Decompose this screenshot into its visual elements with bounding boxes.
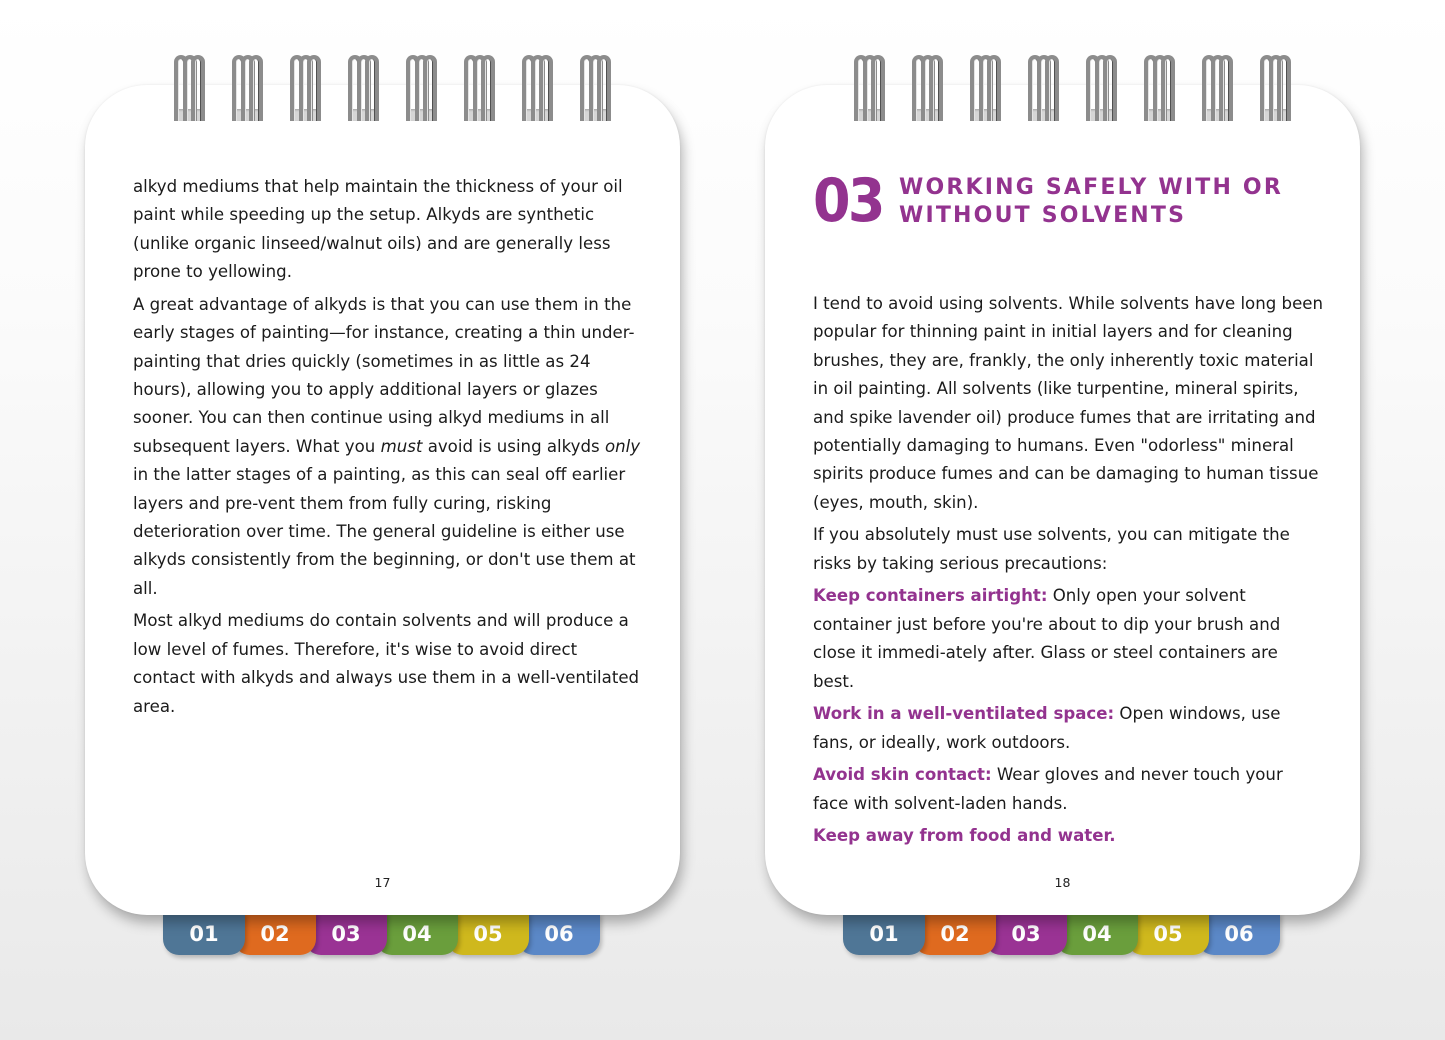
chapter-tab-03[interactable]: 03 <box>985 912 1067 955</box>
chapter-tabs <box>163 912 603 956</box>
spiral-binding <box>171 55 611 125</box>
chapter-tab-02[interactable]: 02 <box>914 912 996 955</box>
chapter-tab-03[interactable]: 03 <box>305 912 387 955</box>
spiral-ring <box>1083 55 1119 121</box>
spiral-ring <box>851 55 887 121</box>
section-title-line: WORKING SAFELY WITH OR <box>899 175 1283 200</box>
spiral-ring <box>519 55 555 121</box>
page-sheet <box>765 85 1360 915</box>
paragraph: Most alkyd mediums do contain solvents and will produce a low level of fumes. Therefore, it's wise to avoid direct contact with alkyds and always use them in a well-ventilated area. <box>133 611 640 716</box>
spiral-ring <box>345 55 381 121</box>
right-notebook-page <box>763 0 1363 1040</box>
emphasis: only <box>604 436 641 456</box>
spiral-ring <box>461 55 497 121</box>
spiral-ring <box>967 55 1003 121</box>
chapter-tab-05[interactable]: 05 <box>447 912 529 955</box>
spiral-ring <box>287 55 323 121</box>
spiral-ring <box>1257 55 1293 121</box>
text-run: in the latter stages of a painting, as this can seal off earlier layers and pre-vent them from fully curing, risking deterioration over time. The general guideline is either use alkyds consistently from the beginning, or don't use them at all. <box>133 465 636 598</box>
spiral-ring <box>909 55 945 121</box>
chapter-tab-01[interactable]: 01 <box>843 912 925 955</box>
chapter-tab-04[interactable]: 04 <box>376 912 458 955</box>
spiral-ring <box>229 55 265 121</box>
page-number: 18 <box>1054 875 1071 890</box>
text-run: A great advantage of alkyds is that you can use them in the early stages of painting—for instance, creating a thin under-painting that dries quickly (sometimes in as little as 24 hours), allowing you to apply additional layers or glazes sooner. You can then continue using alkyd mediums in all subsequent layers. What you <box>133 294 635 456</box>
chapter-tab-06[interactable]: 06 <box>1198 912 1280 955</box>
spiral-ring <box>577 55 613 121</box>
tip-label: Keep away from food and water. <box>813 826 1116 846</box>
section-heading <box>813 166 1283 236</box>
tip-item <box>813 761 1323 818</box>
tip-label: Keep containers airtight: <box>813 586 1048 606</box>
chapter-tab-02[interactable]: 02 <box>234 912 316 955</box>
section-title <box>899 174 1283 230</box>
tip-text: Wear gloves and never touch your face with solvent-laden hands. <box>813 765 1283 813</box>
section-title-line: WITHOUT SOLVENTS <box>899 203 1187 228</box>
tip-label: Work in a well-ventilated space: <box>813 704 1115 724</box>
spiral-ring <box>1141 55 1177 121</box>
emphasis: must <box>380 436 423 456</box>
paragraph: If you absolutely must use solvents, you can mitigate the risks by taking serious precautions: <box>813 525 1290 573</box>
spiral-binding <box>851 55 1291 125</box>
tip-label: Avoid skin contact: <box>813 765 992 785</box>
spiral-ring <box>1199 55 1235 121</box>
body-text <box>813 290 1323 855</box>
paragraph: I tend to avoid using solvents. While solvents have long been popular for thinning paint in initial layers and for cleaning brushes, they are, frankly, the only inherently toxic material in oil painting. All solvents (like turpentine, mineral spirits, and spike lavender oil) produce fumes that are irritating and potentially damaging to humans. Even "odorless" mineral spirits produce fumes and can be damaging to human tissue (eyes, mouth, skin). <box>813 294 1324 512</box>
tip-text: Only open your solvent container just before you're about to dip your brush and close it immedi-ately after. Glass or steel containers are best. <box>813 586 1281 691</box>
paragraph <box>133 291 643 603</box>
chapter-tab-05[interactable]: 05 <box>1127 912 1209 955</box>
left-notebook-page <box>83 0 683 1040</box>
section-number: 03 <box>813 166 883 236</box>
body-text <box>133 173 643 725</box>
tip-item <box>813 822 1323 850</box>
page-number: 17 <box>374 875 391 890</box>
tip-item <box>813 700 1323 757</box>
chapter-tab-04[interactable]: 04 <box>1056 912 1138 955</box>
spiral-ring <box>171 55 207 121</box>
tip-text: Open windows, use fans, or ideally, work outdoors. <box>813 704 1281 752</box>
text-run: avoid is using alkyds <box>422 436 605 456</box>
tip-item <box>813 582 1323 696</box>
page-sheet <box>85 85 680 915</box>
chapter-tab-01[interactable]: 01 <box>163 912 245 955</box>
paragraph: alkyd mediums that help maintain the thickness of your oil paint while speeding up the setup. Alkyds are synthetic (unlike organic linseed/walnut oils) and are generally less prone to yellowing. <box>133 177 623 282</box>
chapter-tab-06[interactable]: 06 <box>518 912 600 955</box>
spiral-ring <box>1025 55 1061 121</box>
spiral-ring <box>403 55 439 121</box>
chapter-tabs <box>843 912 1283 956</box>
